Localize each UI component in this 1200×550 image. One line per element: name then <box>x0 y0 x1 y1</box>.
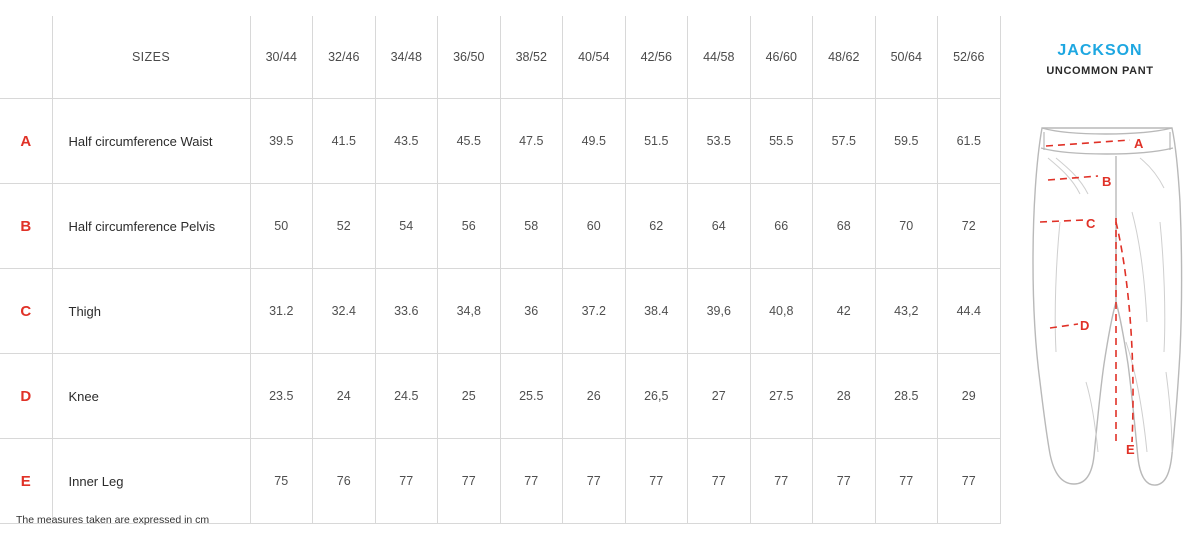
header-size-11: 52/66 <box>938 16 1001 99</box>
cell-e-8: 77 <box>750 439 813 524</box>
cell-a-4: 47.5 <box>500 99 563 184</box>
cell-d-3: 25 <box>438 354 501 439</box>
cell-e-4: 77 <box>500 439 563 524</box>
cell-c-7: 39,6 <box>688 269 751 354</box>
cell-c-8: 40,8 <box>750 269 813 354</box>
header-sizes-label: SIZES <box>52 16 250 99</box>
table-row <box>0 99 1000 184</box>
cell-c-9: 42 <box>813 269 876 354</box>
cell-e-7: 77 <box>688 439 751 524</box>
cell-c-1: 32.4 <box>313 269 376 354</box>
cell-d-2: 24.5 <box>375 354 438 439</box>
cell-d-10: 28.5 <box>875 354 938 439</box>
cell-d-11: 29 <box>938 354 1001 439</box>
cell-c-5: 37.2 <box>563 269 626 354</box>
cell-b-8: 66 <box>750 184 813 269</box>
row-label-b: Half circumference Pelvis <box>52 184 250 269</box>
cell-a-3: 45.5 <box>438 99 501 184</box>
measurement-footnote: The measures taken are expressed in cm <box>16 514 210 526</box>
table-header-row <box>0 16 1000 99</box>
cell-d-8: 27.5 <box>750 354 813 439</box>
cell-d-5: 26 <box>563 354 626 439</box>
cell-e-2: 77 <box>375 439 438 524</box>
pant-illustration-svg <box>1000 102 1200 512</box>
cell-c-11: 44.4 <box>938 269 1001 354</box>
figure-marker-e: E <box>1126 442 1135 457</box>
table-row <box>0 269 1000 354</box>
guide-b <box>1048 176 1098 180</box>
cell-a-6: 51.5 <box>625 99 688 184</box>
row-letter-a: A <box>0 99 52 184</box>
header-size-8: 46/60 <box>750 16 813 99</box>
cell-a-8: 55.5 <box>750 99 813 184</box>
brand-block <box>1000 42 1200 77</box>
cell-b-10: 70 <box>875 184 938 269</box>
guide-e-inner <box>1116 222 1133 442</box>
cell-e-5: 77 <box>563 439 626 524</box>
cell-a-11: 61.5 <box>938 99 1001 184</box>
product-model-name: UNCOMMON PANT <box>1046 65 1154 77</box>
table-row <box>0 439 1000 524</box>
product-panel <box>1000 16 1200 516</box>
figure-marker-b: B <box>1102 174 1112 189</box>
cell-a-0: 39.5 <box>250 99 313 184</box>
cell-c-4: 36 <box>500 269 563 354</box>
row-letter-d: D <box>0 354 52 439</box>
cell-b-1: 52 <box>313 184 376 269</box>
cell-c-0: 31.2 <box>250 269 313 354</box>
figure-marker-c: C <box>1086 216 1096 231</box>
table-row <box>0 354 1000 439</box>
header-size-3: 36/50 <box>438 16 501 99</box>
guide-a <box>1046 140 1130 146</box>
header-size-0: 30/44 <box>250 16 313 99</box>
size-chart-table <box>0 16 1001 524</box>
cell-c-3: 34,8 <box>438 269 501 354</box>
guide-d <box>1050 324 1078 328</box>
cell-a-1: 41.5 <box>313 99 376 184</box>
row-letter-c: C <box>0 269 52 354</box>
row-letter-e: E <box>0 439 52 524</box>
table-row <box>0 184 1000 269</box>
header-size-7: 44/58 <box>688 16 751 99</box>
cell-d-4: 25.5 <box>500 354 563 439</box>
cell-e-11: 77 <box>938 439 1001 524</box>
cell-a-9: 57.5 <box>813 99 876 184</box>
figure-marker-a: A <box>1134 136 1144 151</box>
cell-d-7: 27 <box>688 354 751 439</box>
brand-name: JACKSON <box>1057 42 1143 59</box>
cell-b-0: 50 <box>250 184 313 269</box>
cell-a-10: 59.5 <box>875 99 938 184</box>
measurement-guides <box>1040 140 1133 442</box>
header-size-2: 34/48 <box>375 16 438 99</box>
cell-d-0: 23.5 <box>250 354 313 439</box>
cell-a-7: 53.5 <box>688 99 751 184</box>
cell-a-5: 49.5 <box>563 99 626 184</box>
cell-c-10: 43,2 <box>875 269 938 354</box>
cell-e-10: 77 <box>875 439 938 524</box>
cell-b-4: 58 <box>500 184 563 269</box>
cell-c-2: 33.6 <box>375 269 438 354</box>
row-label-e: Inner Leg <box>52 439 250 524</box>
cell-b-7: 64 <box>688 184 751 269</box>
header-size-5: 40/54 <box>563 16 626 99</box>
cell-b-6: 62 <box>625 184 688 269</box>
figure-marker-d: D <box>1080 318 1090 333</box>
pant-diagram <box>1000 102 1200 512</box>
cell-b-3: 56 <box>438 184 501 269</box>
size-chart-table-wrapper <box>0 16 1000 524</box>
row-label-d: Knee <box>52 354 250 439</box>
cell-e-0: 75 <box>250 439 313 524</box>
row-label-c: Thigh <box>52 269 250 354</box>
row-letter-b: B <box>0 184 52 269</box>
header-letter-spacer <box>0 16 52 99</box>
header-size-10: 50/64 <box>875 16 938 99</box>
cell-b-5: 60 <box>563 184 626 269</box>
header-size-9: 48/62 <box>813 16 876 99</box>
header-size-4: 38/52 <box>500 16 563 99</box>
row-label-a: Half circumference Waist <box>52 99 250 184</box>
cell-e-3: 77 <box>438 439 501 524</box>
cell-c-6: 38.4 <box>625 269 688 354</box>
cell-e-9: 77 <box>813 439 876 524</box>
cell-a-2: 43.5 <box>375 99 438 184</box>
cell-d-9: 28 <box>813 354 876 439</box>
header-size-6: 42/56 <box>625 16 688 99</box>
cell-b-11: 72 <box>938 184 1001 269</box>
pant-detail-lines <box>1048 158 1172 452</box>
cell-d-6: 26,5 <box>625 354 688 439</box>
cell-b-2: 54 <box>375 184 438 269</box>
cell-d-1: 24 <box>313 354 376 439</box>
cell-e-1: 76 <box>313 439 376 524</box>
cell-e-6: 77 <box>625 439 688 524</box>
cell-b-9: 68 <box>813 184 876 269</box>
header-size-1: 32/46 <box>313 16 376 99</box>
guide-c <box>1040 220 1084 222</box>
